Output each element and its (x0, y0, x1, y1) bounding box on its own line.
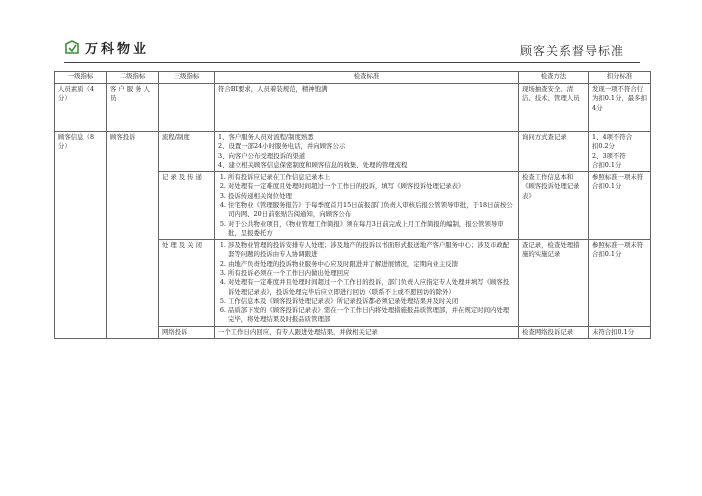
header-cell-level1: 一级指标 (55, 72, 107, 84)
cell-deduct (589, 132, 651, 172)
company-logo (64, 38, 149, 57)
cell-deduct: 发现一项不符合行为扣0.1分，最多扣4分 (589, 84, 651, 132)
cell-deduct: 参照标准一项未符合扣0.1分 (589, 172, 651, 240)
list-item: 3. 所有投诉必须在一个工作日内做出处理回应 (228, 269, 515, 278)
cell-method: 查记录，检查处理措施的实施记录 (519, 240, 589, 327)
list-item: 4、建立相关顾客信息保密制度和顾客信息的收集、处理的管理流程 (218, 160, 408, 169)
deduct-line: 2、3项不符 (592, 151, 626, 160)
cell-method: 检查工作信息本和《顾客投诉处理记录表》 (519, 172, 589, 240)
deduct-line: 1、4项不符合 (592, 133, 633, 141)
header-cell-level3: 三级指标 (159, 72, 215, 84)
cell-level2: 客户服务人员 (107, 84, 159, 132)
cell-level3: 流程/制度 (159, 132, 215, 172)
table-row (55, 84, 651, 132)
list-item: 3、向客户公布受理投诉的渠道 (218, 151, 306, 160)
cell-standard: 一个工作日内回应，有专人跟进处理结果，并做相关记录 (215, 326, 519, 338)
cell-standard (215, 132, 519, 172)
cell-deduct: 参照标准一项未符合扣0.1分 (589, 240, 651, 327)
list-item: 4. 对处理有一定难度并且处理时间超过一个工作日的投诉，部门负责人应指定专人处理并填写《顾客投诉处理记录表》，投诉处理完毕后应立即进行回访（联系不上或不愿回访的除外） (228, 278, 515, 297)
supervision-standard-table (54, 71, 651, 339)
cell-level2: 顾客投诉 (107, 132, 159, 339)
vanke-logo-icon (64, 40, 80, 56)
cell-standard (215, 172, 519, 240)
cell-level3: 记录及传递 (159, 172, 215, 240)
deduct-line: 合扣0.1分 (592, 160, 622, 169)
company-name: 万科物业 (85, 42, 150, 57)
cell-level3: 处理及关闭 (159, 240, 215, 327)
numbered-list (218, 173, 515, 238)
cell-deduct: 未符合扣0.1分 (589, 326, 651, 338)
cell-standard (215, 240, 519, 327)
header-rule (64, 62, 640, 63)
cell-level1: 人员素质（4分） (55, 84, 107, 132)
header-cell-deduct: 扣分标准 (589, 72, 651, 84)
list-item: 6. 品质部下发的《顾客投诉记录表》需在一个工作日内将处理措施报品质管理部，并在规定时间内处理完毕，将处理结果及时报品质管理部 (228, 306, 515, 325)
list-item: 2、设置一部24小时服务电话，并向顾客公示 (218, 142, 346, 151)
list-item: 5. 对于公共物业项目，《物业管理工作简报》须在每月3日前完成上月工作简报的编制，报公管领导审批，呈报委托方 (228, 220, 515, 239)
deduct-line: 扣0.2分 (592, 142, 615, 151)
list-item: 1、客户服务人员对流程/制度熟悉 (218, 133, 314, 141)
numbered-list (218, 241, 515, 325)
header-cell-level2: 二级指标 (107, 72, 159, 84)
header-cell-method: 检查方法 (519, 72, 589, 84)
cell-level3: 网络投诉 (159, 326, 215, 338)
table-row (55, 132, 651, 172)
page-header (0, 0, 702, 70)
list-item: 1. 所有投诉应记录在工作信息记录本上 (228, 173, 515, 182)
list-item: 4. 住宅物业《管理服务报告》于每季度首月15日前报部门负责人审核后报公管领导审批，于18日前按公司内网、20日前张贴告阅通知，向顾客公布 (228, 201, 515, 220)
list-item: 1. 涉及物业管理的投诉安排专人处理；涉及地产的投诉以书面形式报送地产客户服务中心；涉及市政配套等问题的投诉由专人协调跟进 (228, 241, 515, 260)
cell-method: 现场抽查安全、清洁、技术、管理人员 (519, 84, 589, 132)
cell-method: 检查网络投诉记录 (519, 326, 589, 338)
cell-standard: 符合BI要求，人员着装规范，精神饱满 (215, 84, 519, 132)
list-item: 2. 对处理有一定难度且处理时间超过一个工作日的投诉，填写《顾客投诉处理记录表》 (228, 182, 515, 191)
table-header-row (55, 72, 651, 84)
list-item: 3. 投诉传递相关岗位处理 (228, 192, 515, 201)
list-item: 2. 由地产负责处理的投诉物业服务中心应及时跟进并了解进展情况，定期向业主反馈 (228, 260, 515, 269)
header-cell-standard: 检查标准 (215, 72, 519, 84)
document-title: 顾客关系督导标准 (519, 44, 624, 58)
cell-level3 (159, 84, 215, 132)
cell-level1: 顾客信息（8分） (55, 132, 107, 339)
list-item: 5. 工作信息本及《顾客投诉处理记录表》所记录投诉都必须记录处理结果并及时关闭 (228, 297, 515, 306)
cell-method: 询问方式查记录 (519, 132, 589, 172)
